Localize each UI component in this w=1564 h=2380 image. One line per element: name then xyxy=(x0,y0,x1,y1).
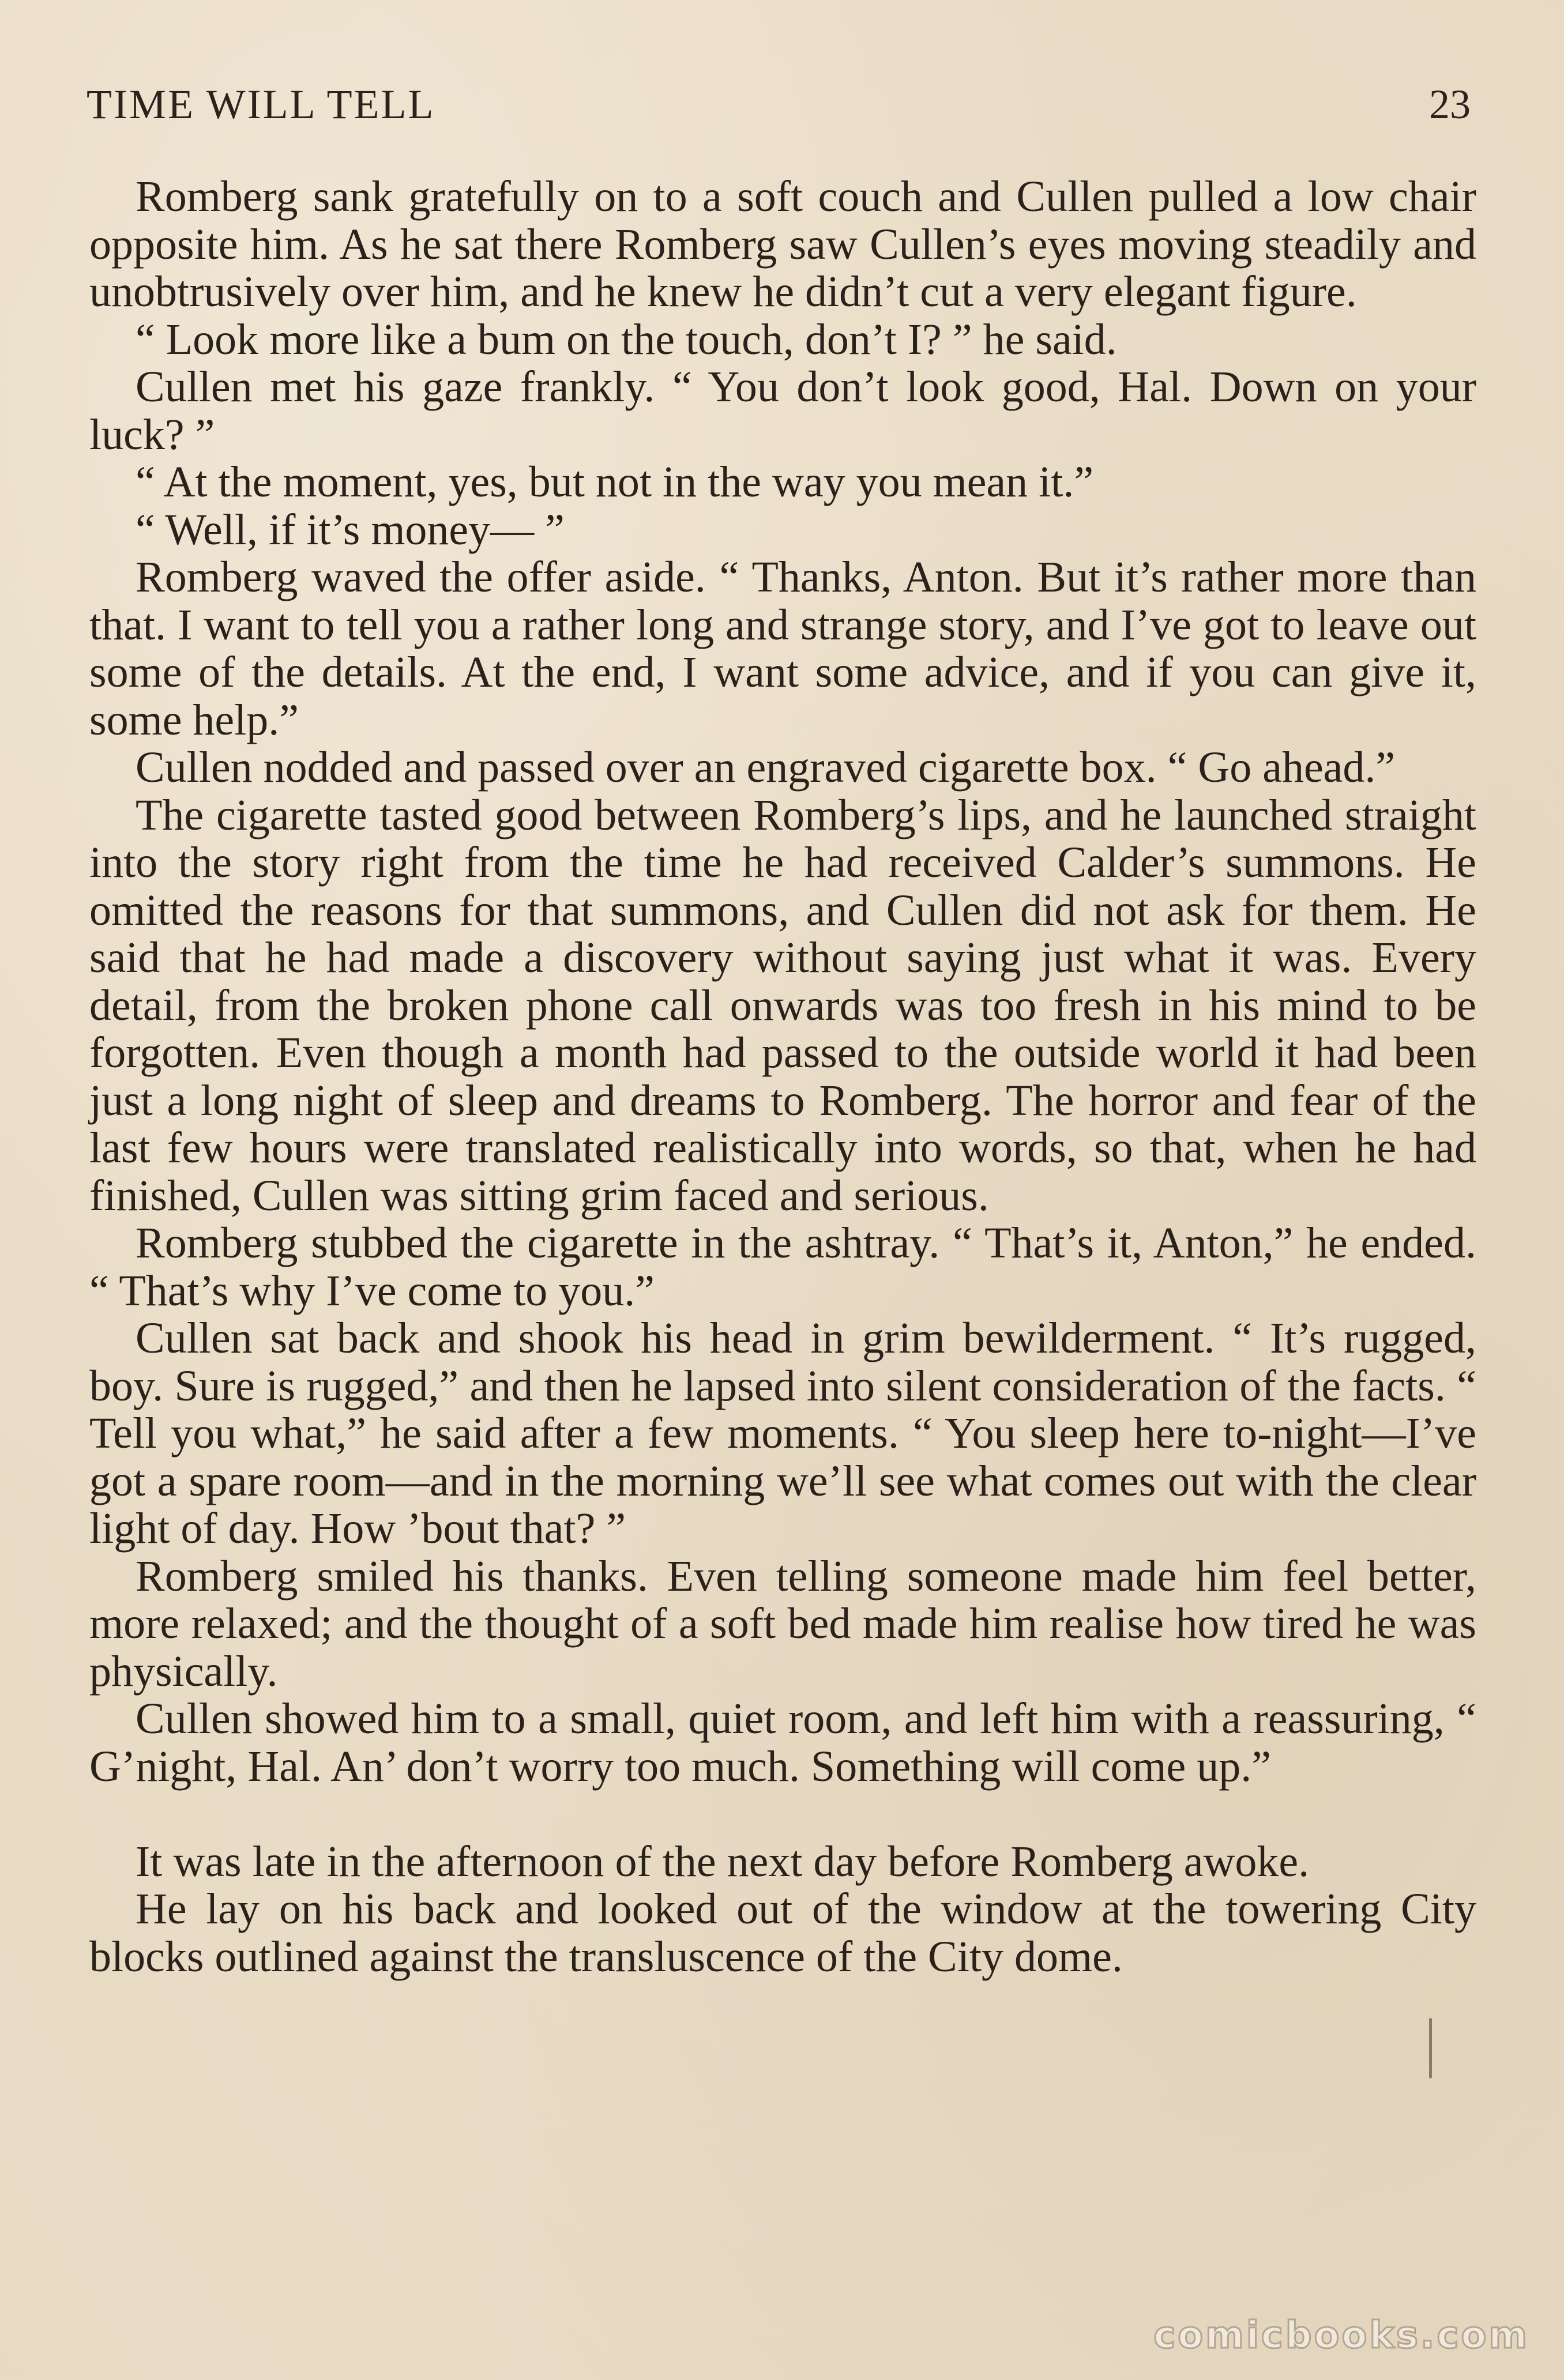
paragraph: Romberg sank gratefully on to a soft couch and Cullen pulled a low chair opposite him. As he sat there Romberg saw Cullen’s eyes moving steadily and unobtrusively over him, and he knew he didn’t cut a very elegant figure. xyxy=(89,172,1476,316)
paragraph: Romberg stubbed the cigarette in the ashtray. “ That’s it, Anton,” he ended. “ That’s why I’ve come to you.” xyxy=(89,1219,1476,1315)
paragraph: “ At the moment, yes, but not in the way you mean it.” xyxy=(136,458,1094,506)
paragraph: It was late in the afternoon of the next day before Romberg awoke. xyxy=(136,1837,1310,1886)
paragraph: “ Look more like a bum on the touch, don’t I? ” he said. xyxy=(136,315,1117,364)
page-number: 23 xyxy=(1429,81,1471,127)
paragraph: The cigarette tasted good between Romberg’s lips, and he launched straight into the story right from the time he had received Calder’s summons. He omitted the reasons for that summons, and Cullen did not ask for them. He said that he had made a discovery without saying just what it was. Every detail, from the broken phone call onwards was too fresh in his mind to be forgotten. Even though a month had passed to the outside world it had been just a long night of sleep and dreams to Romberg. The horror and fear of the last few hours were translated realistically into words, so that, when he had finished, Cullen was sitting grim faced and serious. xyxy=(89,790,1476,1220)
watermark-logo: comicbooks.com xyxy=(1153,2314,1529,2357)
running-title: TIME WILL TELL xyxy=(87,81,435,127)
body-text xyxy=(89,173,1476,1980)
pencil-mark xyxy=(1429,2018,1432,2078)
paragraph: Romberg smiled his thanks. Even telling someone made him feel better, more relaxed; and the thought of a soft bed made him realise how tired he was physically. xyxy=(89,1551,1476,1696)
paragraph: Cullen nodded and passed over an engraved cigarette box. “ Go ahead.” xyxy=(136,743,1396,792)
paragraph: Cullen sat back and shook his head in grim bewilderment. “ It’s rugged, boy. Sure is rugged,” and then he lapsed into silent consideration of the facts. “ Tell you what,” he said after a few moments. “ You sleep here to-night—I’ve got a spare room—and in the morning we’ll see what comes out with the clear light of day. How ’bout that? ” xyxy=(89,1314,1476,1553)
paragraph: Romberg waved the offer aside. “ Thanks, Anton. But it’s rather more than that. I want to tell you a rather long and strange story, and I’ve got to leave out some of the details. At the end, I want some advice, and if you can give it, some help.” xyxy=(89,553,1476,744)
paragraph: Cullen showed him to a small, quiet room, and left him with a reassuring, “ G’night, Hal. An’ don’t worry too much. Something will come up.” xyxy=(89,1694,1476,1791)
paragraph: Cullen met his gaze frankly. “ You don’t look good, Hal. Down on your luck? ” xyxy=(89,363,1476,459)
paragraph: “ Well, if it’s money— ” xyxy=(136,505,565,554)
running-head xyxy=(87,81,1471,144)
paragraph: He lay on his back and looked out of the window at the towering City blocks outlined against the transluscence of the City dome. xyxy=(89,1885,1476,1981)
